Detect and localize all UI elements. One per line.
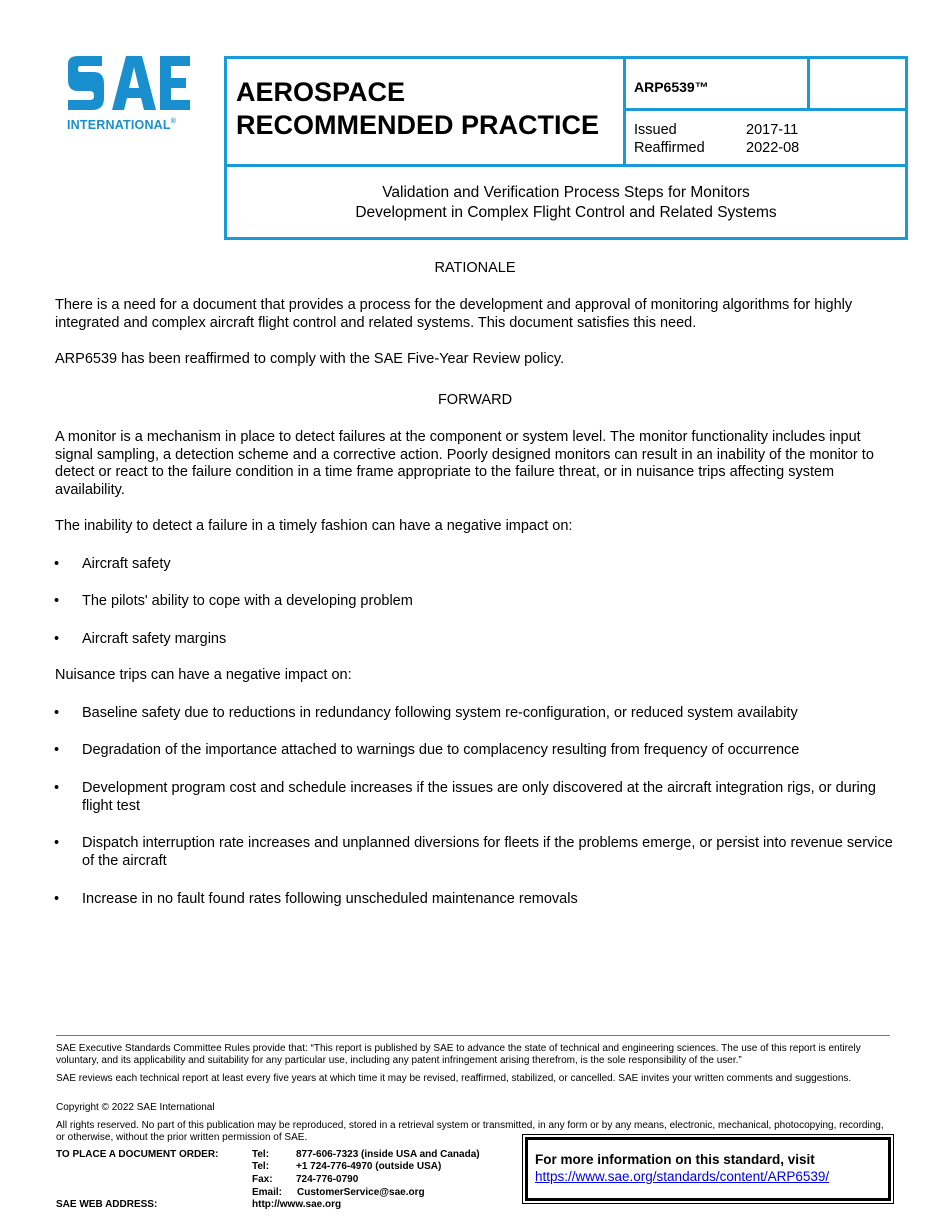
order-label: TO PLACE A DOCUMENT ORDER: xyxy=(56,1149,219,1160)
forward-paragraph-2: The inability to detect a failure in a timely fashion can have a negative impact on: xyxy=(55,518,573,534)
forward-paragraph-1: A monitor is a mechanism in place to detect failures at the component or system level. The monitor functionality includes input signal sampling, a detection scheme and a corrective action. Poorly designed monitors can result in an inability of the monitor to detect or react to the failure condition in a time frame appropriate to the failure threat, or in nuisance trips affecting system availability. xyxy=(55,429,874,498)
bullet-item: Degradation of the importance attached to warnings due to complacency resulting from frequency of occurrence xyxy=(82,742,800,758)
bullet-item: The pilots' ability to cope with a developing problem xyxy=(82,593,413,609)
footer-divider xyxy=(56,1035,890,1036)
bullet-marker: • xyxy=(54,705,60,721)
email-label: Email: xyxy=(252,1187,283,1198)
bullet-item: Aircraft safety margins xyxy=(82,631,227,647)
footer-copyright: Copyright © 2022 SAE International xyxy=(56,1102,215,1113)
header-blank-box xyxy=(807,56,908,111)
more-info-title: For more information on this standard, visit xyxy=(535,1152,815,1167)
footer-review-note: SAE reviews each technical report at least every five years at which time it may be revised, reaffirmed, stabilized, or cancelled. SAE invites your written comments and suggestions. xyxy=(56,1073,852,1084)
logo-wordmark: INTERNATIONAL® xyxy=(67,118,177,132)
forward-paragraph-3: Nuisance trips can have a negative impact on: xyxy=(55,667,352,683)
fax-number: 724-776-0790 xyxy=(296,1174,359,1185)
tel-label: Tel: xyxy=(252,1149,270,1160)
bullet-marker: • xyxy=(54,742,60,758)
bullet-item: Aircraft safety xyxy=(82,556,171,572)
bullet-marker: • xyxy=(54,780,60,796)
email-address: CustomerService@sae.org xyxy=(297,1187,425,1198)
bullet-marker: • xyxy=(54,835,60,851)
forward-heading: FORWARD xyxy=(437,392,513,408)
bullet-marker: • xyxy=(54,631,60,647)
tel-label: Tel: xyxy=(252,1161,270,1172)
rationale-heading: RATIONALE xyxy=(434,260,516,276)
reaffirmed-value: 2022-08 xyxy=(746,140,800,156)
document-number: ARP6539™ xyxy=(634,79,709,95)
standard-link[interactable]: https://www.sae.org/standards/content/ARP6539/ xyxy=(535,1169,830,1184)
issued-label: Issued xyxy=(634,122,677,138)
footer-rights: All rights reserved. No part of this publication may be reproduced, stored in a retrieval system or transmitted, in any form or by any means, electronic, mechanical, photocopying, recording, or otherwise, without the prior written permission of SAE. xyxy=(56,1120,884,1143)
document-type-title: AEROSPACE RECOMMENDED PRACTICE xyxy=(236,77,600,140)
bullet-marker: • xyxy=(54,891,60,907)
bullet-marker: • xyxy=(54,556,60,572)
rationale-paragraph-2: ARP6539 has been reaffirmed to comply with the SAE Five-Year Review policy. xyxy=(55,351,565,367)
issued-value: 2017-11 xyxy=(746,122,799,138)
footer-committee-rules: SAE Executive Standards Committee Rules provide that: “This report is published by SAE to advance the state of technical and engineering sciences. The use of this report is entirely voluntary, and its applicability and suitability for any particular use, including any patent infringement arising therefrom, is the sole responsibility of the user.” xyxy=(56,1043,861,1066)
bullet-item: Increase in no fault found rates following unscheduled maintenance removals xyxy=(82,891,578,907)
bullet-marker: • xyxy=(54,593,60,609)
bullet-item: Baseline safety due to reductions in redundancy following system re-configuration, or reduced system availabity xyxy=(82,705,798,721)
web-address-label: SAE WEB ADDRESS: xyxy=(56,1199,158,1210)
fax-label: Fax: xyxy=(252,1174,273,1185)
rationale-paragraph-1: There is a need for a document that provides a process for the development and approval of monitoring algorithms for highly integrated and complex aircraft flight control and related systems. This document satisfies this need. xyxy=(55,297,853,331)
tel-outside-usa: +1 724-776-4970 (outside USA) xyxy=(296,1161,442,1172)
document-subject: Validation and Verification Process Steps for Monitors Development in Complex Flight Control and Related Systems xyxy=(355,184,777,221)
bullet-item: Dispatch interruption rate increases and unplanned diversions for fleets if the problems emerge, or persist into revenue service of the aircraft xyxy=(82,835,893,869)
bullet-item: Development program cost and schedule increases if the issues are only discovered at the aircraft integration rigs, or during flight test xyxy=(82,780,876,814)
web-address: http://www.sae.org xyxy=(252,1199,342,1210)
reaffirmed-label: Reaffirmed xyxy=(634,140,705,156)
tel-inside-usa: 877-606-7323 (inside USA and Canada) xyxy=(296,1149,480,1160)
